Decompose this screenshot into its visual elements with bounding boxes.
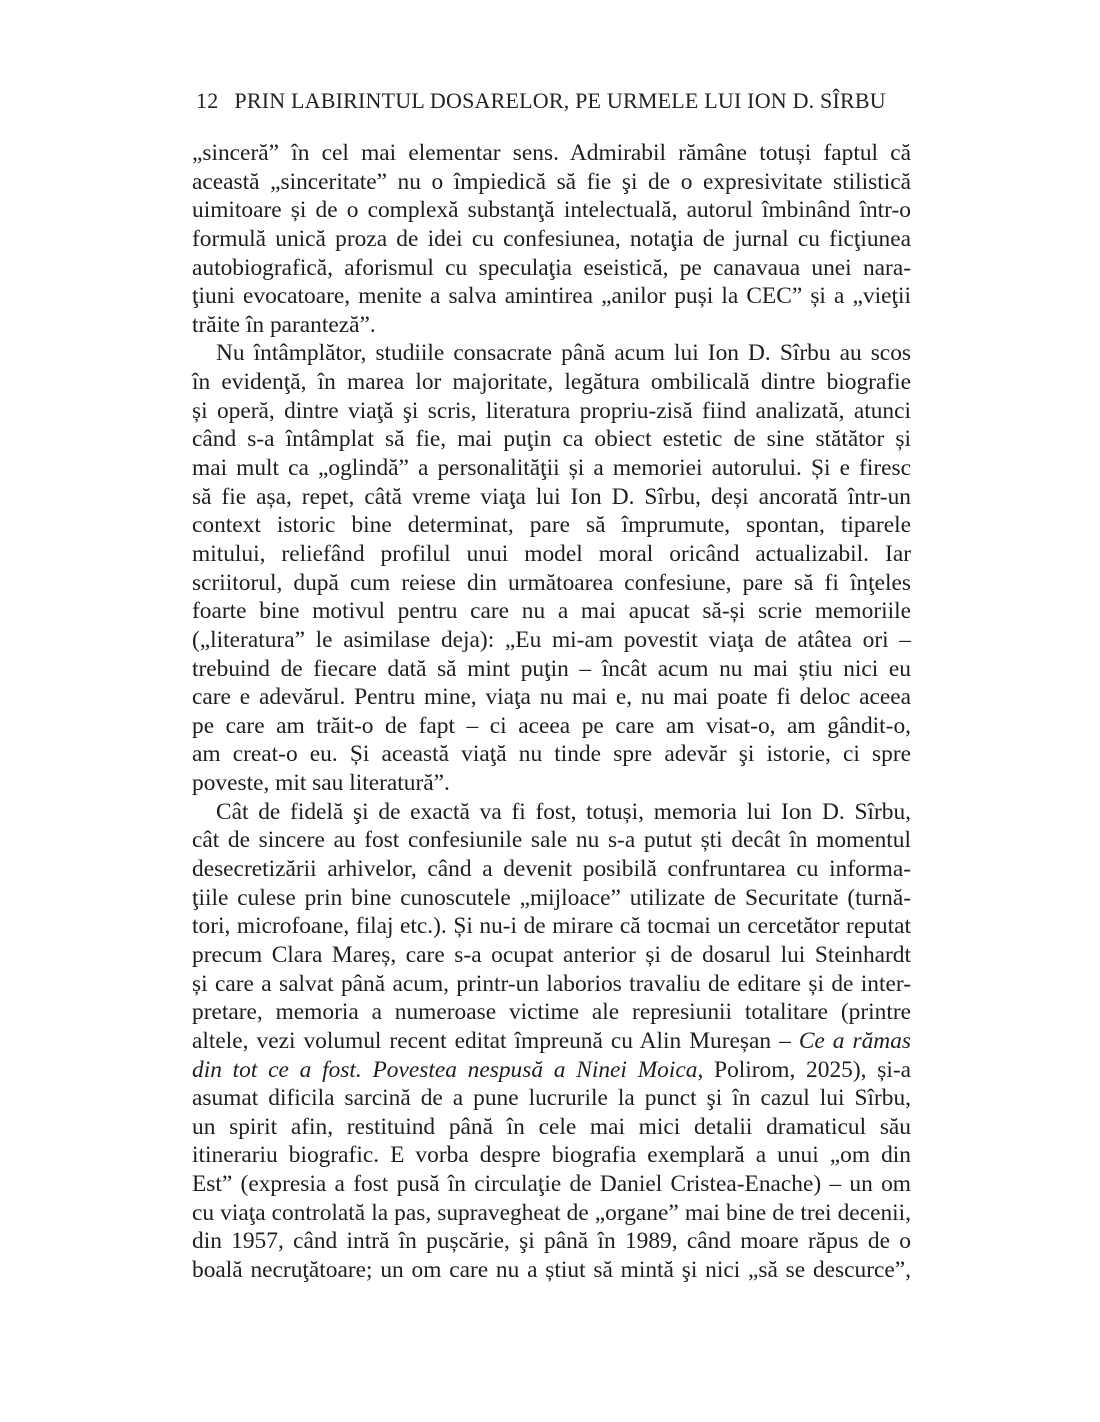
text-line: mai mult ca „oglindă” a personalităţii și a memoriei autorului. Și e firesc: [192, 455, 911, 482]
text-line: să fie așa, repet, câtă vreme viaţa lui Ion D. Sîrbu, deși ancorată într-un: [192, 483, 911, 510]
text-line: asumat dificila sarcină de a pune lucrurile la punct şi în cazul lui Sîrbu,: [192, 1085, 911, 1112]
text-line: mitului, reliefând profilul unui model moral oricând actualizabil. Iar: [192, 540, 911, 567]
text-line: „sinceră” în cel mai elementar sens. Admirabil rămâne totuși faptul că: [192, 140, 911, 166]
text-line: context istoric bine determinat, pare să împrumute, spontan, tiparele: [192, 512, 911, 539]
text-line: boală necruţătoare; un om care nu a știut să mintă şi nici „să se descurce”,: [192, 1256, 911, 1283]
text-line: și care a salvat până acum, printr-un laborios travaliu de editare și de inter-: [192, 970, 911, 997]
text-line: tori, microfoane, filaj etc.). Și nu-i de mirare că tocmai un cercetător reputat: [192, 913, 911, 940]
text-line: când s-a întâmplat să fie, mai puţin ca obiect estetic de sine stătător și: [192, 426, 911, 453]
body-text: [192, 139, 911, 1285]
text-line: scriitorul, după cum reiese din următoarea confesiune, pare să fi înţeles: [192, 569, 911, 596]
text-line: trebuind de fiecare dată să mint puţin – încât acum nu mai știu nici eu: [192, 655, 911, 682]
text-segment: , Polirom, 2025), și-a: [697, 1056, 912, 1083]
text-line: Est” (expresia a fost pusă în circulaţie de Daniel Cristea-Enache) – un om: [192, 1171, 911, 1198]
text-line: formulă unică proza de idei cu confesiunea, notaţia de jurnal cu ficţiunea: [192, 225, 911, 252]
text-line: ţiile culese prin bine cunoscutele „mijloace” utilizate de Securitate (turnă-: [192, 884, 911, 911]
text-line-with-book-title: [192, 1056, 911, 1085]
book-title-italic: Ce a rămas: [798, 1027, 911, 1054]
text-line: Cât de fidelă şi de exactă va fi fost, totuși, memoria lui Ion D. Sîrbu,: [216, 798, 911, 825]
text-line: poveste, mit sau literatură”.: [192, 770, 450, 797]
text-segment: altele, vezi volumul recent editat împreună cu Alin Mureșan –: [192, 1027, 799, 1054]
text-line: un spirit afin, restituind până în cele mai mici detalii dramaticul său: [192, 1113, 911, 1140]
text-line: precum Clara Mareș, care s-a ocupat anterior și de dosarul lui Steinhardt: [192, 941, 911, 968]
text-line: care e adevărul. Pentru mine, viaţa nu mai e, nu mai poate fi deloc aceea: [192, 684, 911, 711]
text-line: trăite în paranteză”.: [192, 311, 376, 338]
text-line: în evidenţă, în marea lor majoritate, legătura ombilicală dintre biografie: [192, 369, 911, 396]
text-line: ţiuni evocatoare, menite a salva amintirea „anilor puși la CEC” și a „vieţii: [192, 283, 911, 310]
text-line: itinerariu biografic. E vorba despre biografia exemplară a unui „om din: [192, 1142, 911, 1169]
text-line: din 1957, când intră în pușcărie, şi până în 1989, când moare răpus de o: [192, 1228, 911, 1255]
text-line: autobiografică, aforismul cu speculaţia eseistică, pe canavaua unei nara-: [192, 254, 911, 281]
text-line: cât de sincere au fost confesiunile sale nu s-a putut ști decât în momentul: [192, 827, 911, 854]
text-line: pretare, memoria a numeroase victime ale represiunii totalitare (printre: [192, 999, 911, 1026]
text-line: uimitoare și de o complexă substanţă intelectuală, autorul îmbinând într-o: [192, 197, 911, 224]
text-line: pe care am trăit-o de fapt – ci aceea pe care am visat-o, am gândit-o,: [192, 712, 911, 739]
text-line: și operă, dintre viaţă şi scris, literatura propriu-zisă fiind analizată, atunci: [192, 397, 911, 424]
text-line: Nu întâmplător, studiile consacrate până acum lui Ion D. Sîrbu au scos: [216, 340, 911, 367]
text-line: foarte bine motivul pentru care nu a mai apucat să-și scrie memoriile: [192, 598, 911, 625]
paragraph-1: [192, 139, 911, 339]
text-line: cu viaţa controlată la pas, supravegheat de „organe” mai bine de trei decenii,: [192, 1199, 911, 1226]
running-title: PRIN LABIRINTUL DOSARELOR, PE URMELE LUI ION D. SÎRBU: [234, 88, 886, 113]
text-line: („literatura” le asimilase deja): „Eu mi-am povestit viaţa de atâtea ori –: [192, 626, 911, 653]
text-line: am creat-o eu. Și această viaţă nu tinde spre adevăr şi istorie, ci spre: [192, 741, 911, 768]
text-line: desecretizării arhivelor, când a devenit posibilă confruntarea cu informa-: [192, 856, 911, 883]
paragraph-3: [192, 798, 911, 1285]
book-title-italic: din tot ce a fost. Povestea nespusă a Ninei Moica: [192, 1056, 698, 1083]
running-header: [196, 88, 916, 114]
text-line: această „sinceritate” nu o împiedică să fie şi de o expresivitate stilistică: [192, 168, 911, 195]
text-line-with-book-title: [192, 1027, 911, 1056]
paragraph-2: [192, 339, 911, 797]
page-number: 12: [196, 88, 219, 113]
